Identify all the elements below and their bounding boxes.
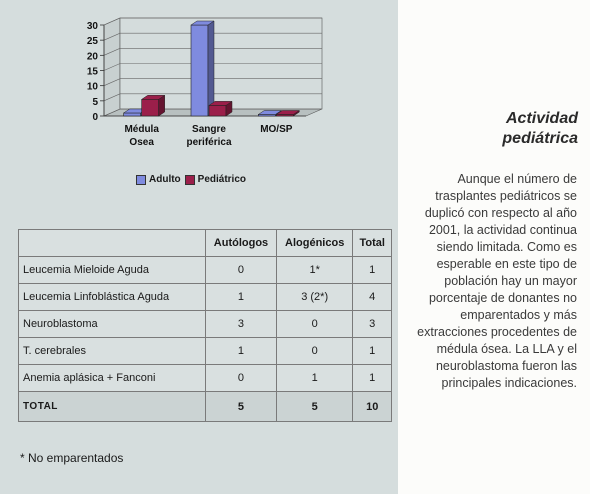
bar-adulto-1 bbox=[191, 25, 208, 116]
chart-legend bbox=[136, 174, 246, 185]
row-autologos: 1 bbox=[206, 284, 277, 311]
row-name: Neuroblastoma bbox=[19, 311, 206, 338]
bar-side bbox=[208, 21, 214, 116]
legend-label-adulto: Adulto bbox=[149, 174, 181, 185]
x-category-label: Sangre bbox=[192, 124, 226, 135]
table-header-blank bbox=[19, 230, 206, 257]
y-tick-label: 30 bbox=[86, 21, 98, 32]
row-alogenicos: 1 bbox=[276, 365, 352, 392]
y-tick-label: 25 bbox=[86, 36, 98, 48]
y-tick-label: 10 bbox=[86, 81, 98, 93]
section-title bbox=[403, 109, 578, 149]
y-tick-label: 5 bbox=[92, 96, 98, 108]
row-autologos: 3 bbox=[206, 311, 277, 338]
table-header-alogenicos: Alogénicos bbox=[276, 230, 352, 257]
row-alogenicos: 0 bbox=[276, 338, 352, 365]
x-category-label: Médula bbox=[124, 124, 159, 135]
row-total: 1 bbox=[353, 338, 392, 365]
bar-pediátrico-0 bbox=[142, 99, 159, 116]
row-alogenicos: 3 (2*) bbox=[276, 284, 352, 311]
y-tick-label: 15 bbox=[86, 66, 98, 78]
row-total: 4 bbox=[353, 284, 392, 311]
row-name: Anemia aplásica + Fanconi bbox=[19, 365, 206, 392]
table-header-autologos: Autólogos bbox=[206, 230, 277, 257]
row-alogenicos: 0 bbox=[276, 311, 352, 338]
bar-adulto-0 bbox=[124, 113, 141, 116]
row-total: 3 bbox=[353, 311, 392, 338]
table-header-total: Total bbox=[353, 230, 392, 257]
x-category-label: Osea bbox=[129, 137, 154, 148]
table-row bbox=[19, 284, 392, 311]
row-name: Leucemia Linfoblástica Aguda bbox=[19, 284, 206, 311]
body-text: Aunque el número de trasplantes pediátricos se duplicó con respecto al año 2001, la actividad continua siendo limitada. Como es esperable en este tipo de población hay un mayor porcentaje de donantes no emparentados y más extracciones procedentes de médula ósea. La LLA y el neuroblastoma fueron las principales indicaciones. bbox=[417, 172, 577, 390]
table-row bbox=[19, 257, 392, 284]
legend-swatch-pediatrico bbox=[185, 175, 195, 185]
table-row bbox=[19, 338, 392, 365]
row-alogenicos: 1* bbox=[276, 257, 352, 284]
row-name: T. cerebrales bbox=[19, 338, 206, 365]
total-row-name: TOTAL bbox=[19, 392, 206, 422]
row-autologos: 0 bbox=[206, 365, 277, 392]
legend-label-pediatrico: Pediátrico bbox=[197, 174, 247, 185]
row-autologos: 0 bbox=[206, 257, 277, 284]
legend-item-pediatrico bbox=[185, 174, 246, 185]
row-total: 1 bbox=[353, 365, 392, 392]
bar-chart bbox=[0, 0, 398, 200]
chart-svg bbox=[0, 0, 398, 200]
legend-item-adulto bbox=[136, 174, 181, 185]
x-category-label: periférica bbox=[186, 137, 232, 148]
transplant-table bbox=[18, 229, 392, 422]
footnote: * No emparentados bbox=[20, 451, 124, 465]
table-row bbox=[19, 365, 392, 392]
table-header-row bbox=[19, 230, 392, 257]
section-title-line2: pediátrica bbox=[502, 130, 578, 147]
bar-pediátrico-1 bbox=[209, 105, 226, 116]
row-autologos: 1 bbox=[206, 338, 277, 365]
table-total-row bbox=[19, 392, 392, 422]
table-row bbox=[19, 311, 392, 338]
right-panel bbox=[398, 0, 590, 494]
row-total: 1 bbox=[353, 257, 392, 284]
x-category-label: MO/SP bbox=[260, 124, 293, 135]
y-tick-label: 20 bbox=[86, 51, 98, 63]
row-name: Leucemia Mieloide Aguda bbox=[19, 257, 206, 284]
total-autologos: 5 bbox=[206, 392, 277, 422]
total-alogenicos: 5 bbox=[276, 392, 352, 422]
total-total: 10 bbox=[353, 392, 392, 422]
section-title-line1: Actividad bbox=[505, 110, 578, 127]
y-tick-label: 0 bbox=[92, 112, 98, 123]
legend-swatch-adulto bbox=[136, 175, 146, 185]
